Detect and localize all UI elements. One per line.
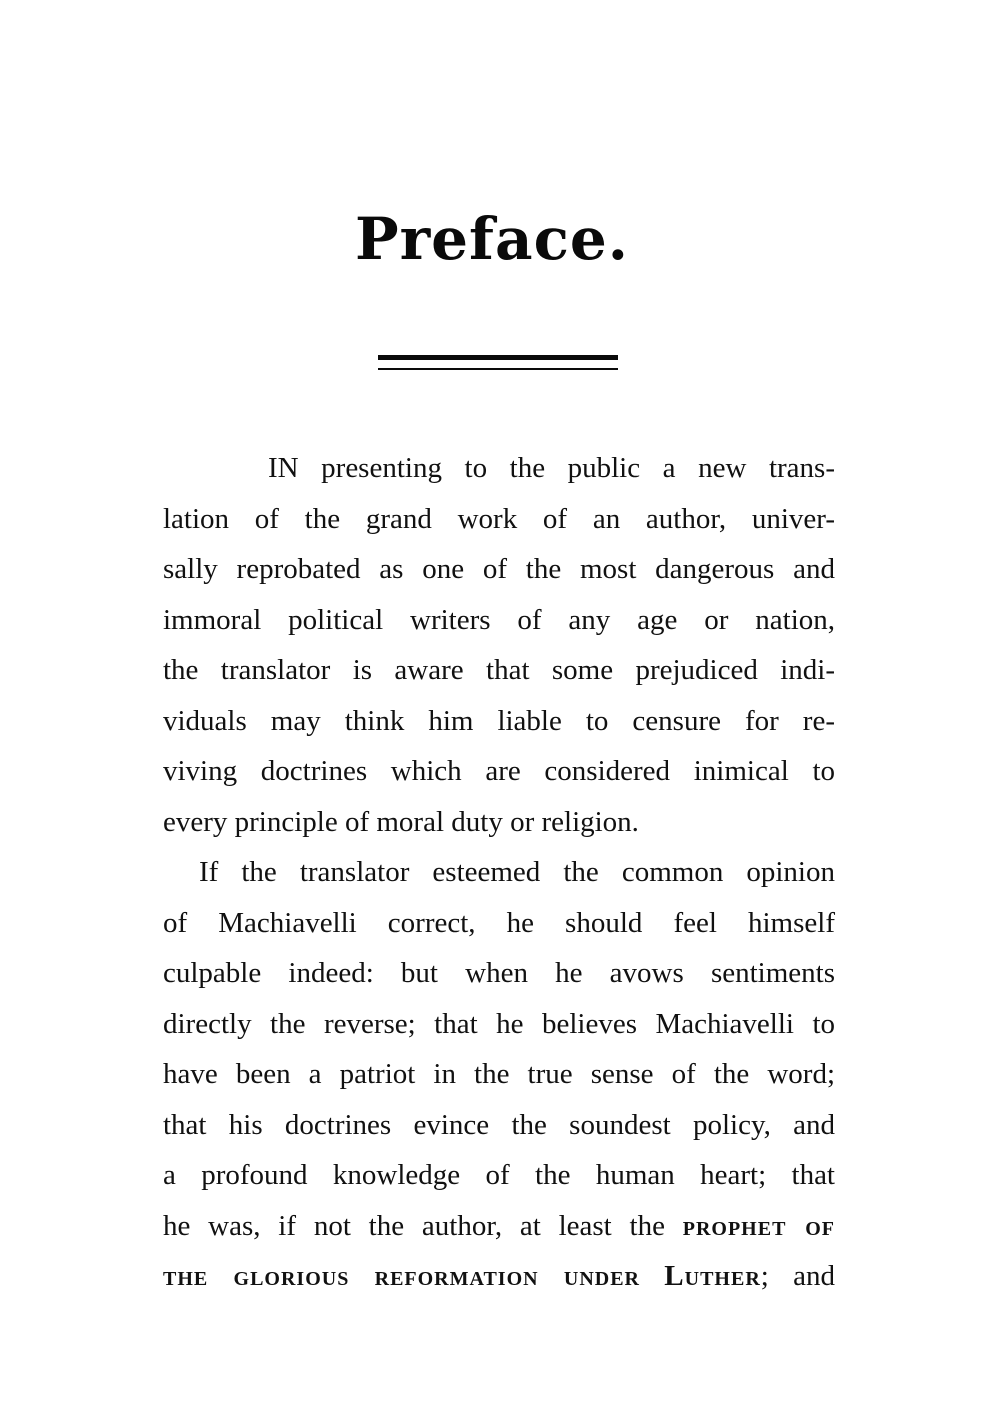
paragraph-line: [163, 1201, 835, 1252]
paragraph-line: of Machiavelli correct, he should feel himself: [163, 906, 835, 939]
paragraph-line: have been a patriot in the true sense of the word;: [163, 1058, 835, 1090]
paragraph-line: If the translator esteemed the common opinion: [199, 856, 835, 888]
line-text: he was, if not the author, at least the: [163, 1209, 665, 1242]
paragraph-line: culpable indeed: but when he avows sentiments: [163, 957, 835, 989]
paragraph-line: [163, 1251, 835, 1302]
line-text: ; and: [760, 1260, 835, 1292]
paragraph-line: sally reprobated as one of the most dangerous and: [163, 553, 835, 585]
paragraph-line: directly the reverse; that he believes Machiavelli to: [163, 1007, 835, 1040]
title-divider-thick: [378, 355, 618, 360]
page-title: Preface.: [354, 205, 629, 273]
small-caps-text: prophet of: [682, 1209, 835, 1242]
proper-name: Luther: [664, 1260, 761, 1292]
paragraph-line: every principle of moral duty or religion.: [163, 805, 639, 838]
title-divider-thin: [378, 368, 618, 370]
paragraph-line: lation of the grand work of an author, univer-: [163, 502, 835, 535]
paragraph-line: a profound knowledge of the human heart; that: [163, 1159, 835, 1191]
paragraph-line: the translator is aware that some prejudiced indi-: [163, 654, 835, 686]
small-caps-text: the glorious reformation under: [163, 1260, 640, 1292]
paragraph-line: immoral political writers of any age or nation,: [163, 603, 835, 636]
paragraph-line: that his doctrines evince the soundest policy, and: [163, 1108, 835, 1141]
paragraph-line: IN presenting to the public a new trans-: [268, 452, 835, 484]
preface-body: [163, 443, 835, 1302]
paragraph-line: viduals may think him liable to censure for re-: [163, 704, 835, 737]
paragraph-line: viving doctrines which are considered inimical to: [163, 755, 835, 787]
